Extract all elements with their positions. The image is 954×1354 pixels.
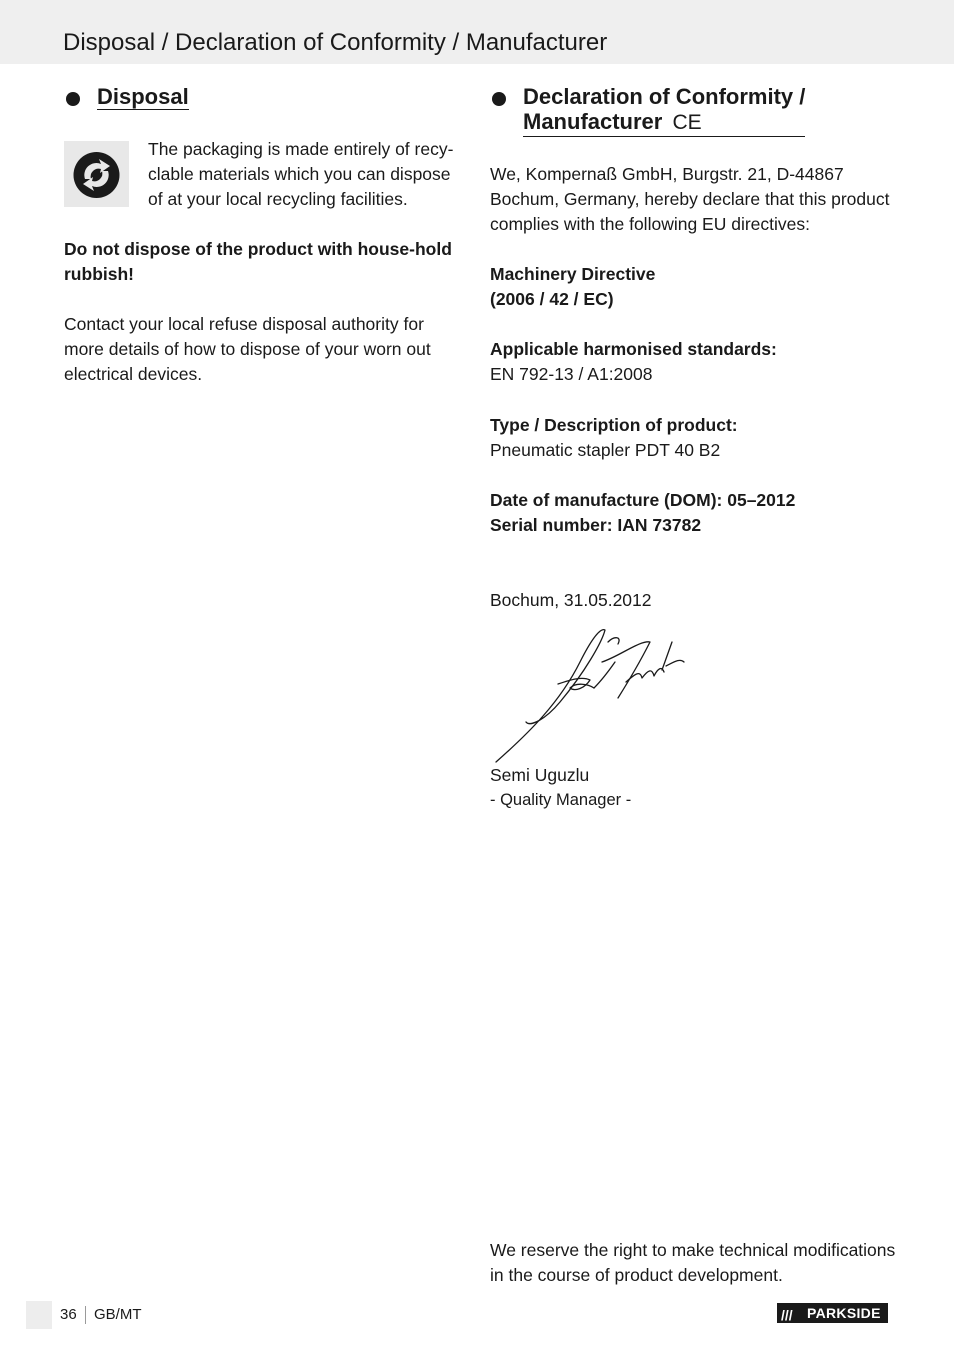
type-label: Type / Description of product:: [490, 415, 738, 435]
signatory-name: Semi Uguzlu: [490, 765, 590, 785]
directive-line2: (2006 / 42 / EC): [490, 289, 614, 309]
date-of-manufacture: Date of manufacture (DOM): 05–2012: [490, 490, 796, 510]
reserve-note: We reserve the right to make technical modifications in the course of product development.: [490, 1240, 896, 1285]
serial-number: Serial number: IAN 73782: [490, 515, 702, 535]
directive-line1: Machinery Directive: [490, 264, 656, 284]
standards-label: Applicable harmonised standards:: [490, 339, 777, 359]
declaration-heading: [490, 84, 903, 137]
ce-mark-icon: CE: [672, 111, 702, 134]
declaration-intro: We, Kompernaß GmbH, Burgstr. 21, D-44867 Bochum, Germany, hereby declare that this product complies with the following EU directives:: [490, 164, 890, 234]
declaration-heading-line1: Declaration of Conformity /: [523, 84, 806, 109]
brand-logo: [777, 1303, 888, 1323]
dispose-warning: Do not dispose of the product with house-hold rubbish!: [64, 239, 452, 284]
page-header: [0, 0, 954, 64]
packaging-text: The packaging is made entirely of recy-clable materials which you can dispose of at your local recycling facilities.: [148, 139, 454, 209]
declaration-section: [490, 84, 900, 137]
language-code: GB/MT: [94, 1306, 142, 1323]
page-title: Disposal / Declaration of Conformity / Manufacturer: [63, 29, 608, 56]
disposal-heading: [64, 84, 466, 109]
standards-value: EN 792-13 / A1:2008: [490, 364, 653, 384]
bullet-icon: [492, 92, 506, 106]
signatory-role: - Quality Manager -: [490, 791, 632, 809]
type-value: Pneumatic stapler PDT 40 B2: [490, 440, 721, 460]
contact-text: Contact your local refuse disposal authority for more details of how to dispose of your worn out electrical devices.: [64, 314, 431, 384]
page-number: 36: [60, 1306, 77, 1323]
disposal-heading-text: Disposal: [97, 84, 189, 109]
brand-name: PARKSIDE: [807, 1305, 881, 1321]
place-date: Bochum, 31.05.2012: [490, 590, 652, 610]
bullet-icon: [66, 92, 80, 106]
green-dot-recycling-icon: [64, 141, 129, 207]
brand-stripes-icon: ///: [781, 1307, 793, 1323]
footer-tab-marker: [26, 1301, 52, 1329]
signature-image: [490, 622, 700, 772]
declaration-heading-wrap: [523, 84, 805, 137]
declaration-heading-line2: Manufacturer: [523, 109, 663, 134]
footer-divider: [85, 1306, 86, 1324]
disposal-section: [64, 84, 466, 384]
